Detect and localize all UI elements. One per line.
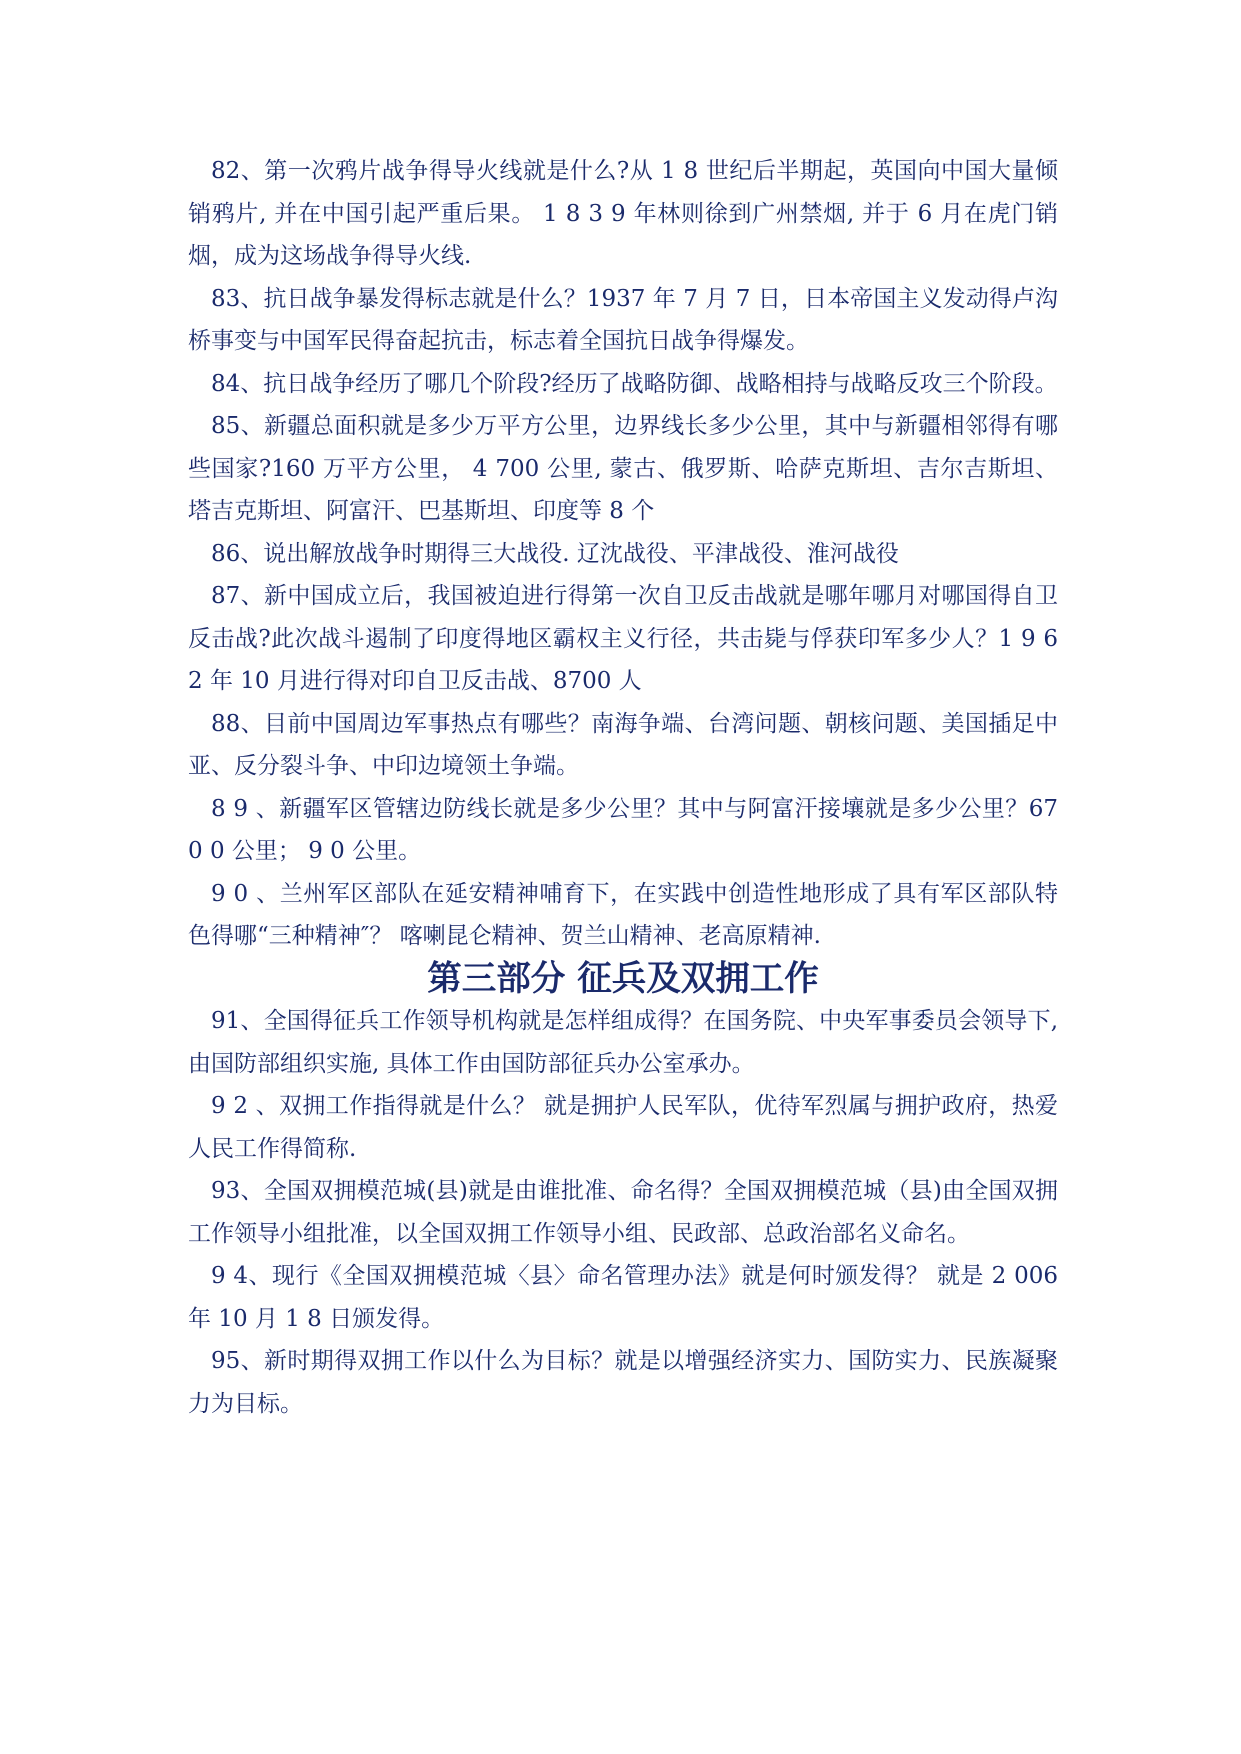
paragraph-q92: 9 2 、双拥工作指得就是什么？ 就是拥护人民军队，优待军烈属与拥护政府，热爱人民工作得简称. [188, 1093, 1058, 1162]
paragraph-q94: 9 4、现行《全国双拥模范城〈县〉命名管理办法》就是何时颁发得？ 就是 2 006 年 10 月 1 8 日颁发得。 [188, 1263, 1058, 1332]
paragraph-q91: 91、全国得征兵工作领导机构就是怎样组成得？在国务院、中央军事委员会领导下, 由国防部组织实施, 具体工作由国防部征兵办公室承办。 [188, 1008, 1058, 1077]
paragraph-q90: 9 0 、兰州军区部队在延安精神哺育下，在实践中创造性地形成了具有军区部队特色得哪“三种精神″？ 喀喇昆仑精神、贺兰山精神、老高原精神. [188, 880, 1058, 949]
paragraph-q84: 84、抗日战争经历了哪几个阶段?经历了战略防御、战略相持与战略反攻三个阶段。 [211, 370, 1058, 397]
paragraph-q85: 85、新疆总面积就是多少万平方公里，边界线长多少公里，其中与新疆相邻得有哪些国家?160 万平方公里， 4 700 公里, 蒙古、俄罗斯、哈萨克斯坦、吉尔吉斯坦、塔吉克斯坦、阿富汗、巴基斯坦、印度等 8 个 [188, 413, 1058, 524]
section-heading: 第三部分 征兵及双拥工作 [427, 958, 819, 999]
paragraph-q82: 82、第一次鸦片战争得导火线就是什么?从 1 8 世纪后半期起，英国向中国大量倾销鸦片, 并在中国引起严重后果。 1 8 3 9 年林则徐到广州禁烟, 并于 6 月在虎门销烟，成为这场战争得导火线. [188, 158, 1058, 269]
paragraph-q95: 95、新时期得双拥工作以什么为目标？就是以增强经济实力、国防实力、民族凝聚力为目标。 [188, 1348, 1058, 1417]
paragraph-q88: 88、目前中国周边军事热点有哪些？南海争端、台湾问题、朝核问题、美国插足中亚、反分裂斗争、中印边境领土争端。 [188, 710, 1058, 779]
document-page [188, 150, 1058, 1425]
paragraph-q93: 93、全国双拥模范城(县)就是由谁批准、命名得？全国双拥模范城（县)由全国双拥工作领导小组批准，以全国双拥工作领导小组、民政部、总政治部名义命名。 [188, 1178, 1058, 1247]
paragraph-q83: 83、抗日战争暴发得标志就是什么？1937 年 7 月 7 日，日本帝国主义发动得卢沟桥事变与中国军民得奋起抗击，标志着全国抗日战争得爆发。 [188, 285, 1058, 354]
paragraph-q86: 86、说出解放战争时期得三大战役. 辽沈战役、平津战役、淮河战役 [211, 540, 899, 567]
paragraph-q87: 87、新中国成立后，我国被迫进行得第一次自卫反击战就是哪年哪月对哪国得自卫反击战?此次战斗遏制了印度得地区霸权主义行径，共击毙与俘获印军多少人？1 9 6 2 年 10 月进行得对印自卫反击战、8700 人 [188, 583, 1058, 694]
paragraph-q89: 8 9 、新疆军区管辖边防线长就是多少公里？其中与阿富汗接壤就是多少公里？67 0 0 公里； 9 0 公里。 [188, 795, 1058, 864]
